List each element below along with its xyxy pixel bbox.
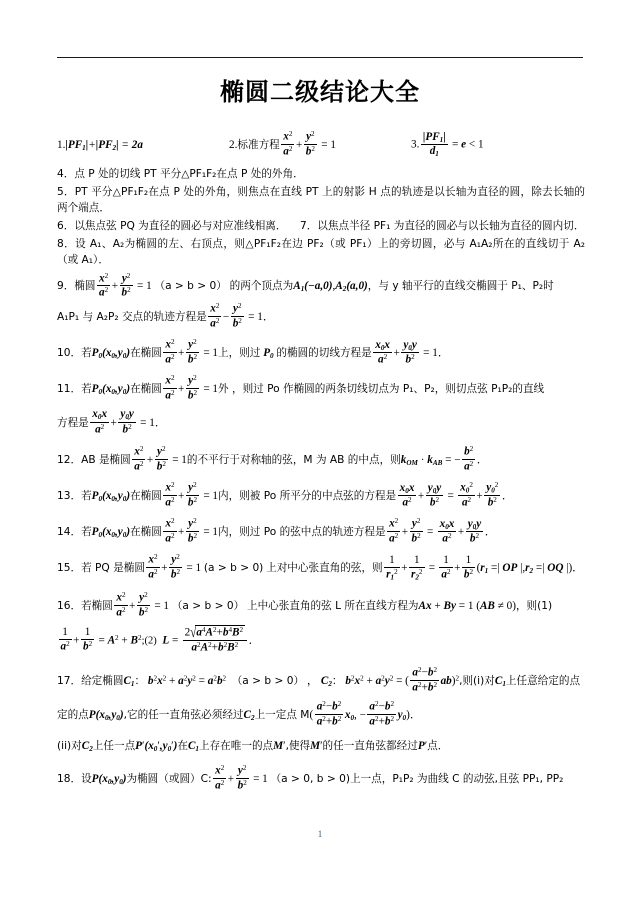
item-2-number: 2. <box>229 139 238 152</box>
item-6: 6．以焦点弦 PQ 为直径的圆必与对应准线相离． <box>57 220 287 233</box>
item-17-cont: 定的点$P(x_0,y_0)$,它的任一直角弦必须经过$C_2$上一定点 M( $\frac{a^2-b^2}{a^2+b^2}$ $x_0$, − $\frac{a^2-b^2}{a^2+b^2}$ $y_0$)． <box>57 699 422 728</box>
item-7: 7．以焦点半径 PF₁ 为直径的圆必与以长轴为直径的圆内切． <box>299 220 585 233</box>
item-12: 12．AB 是椭圆 $\frac{x^2}{a^2}$ + $\frac{y^2}{b^2}$ = 1的不平行于对称轴的弦，M 为 AB 的中点，则$k_{OM} \cdot k_{AB}$ = − $\frac{b^2}{a^2}$ ． <box>57 445 488 474</box>
item-11-number: 11． <box>57 383 82 396</box>
header-rule <box>57 57 583 58</box>
item-8: 8．设 A₁、A₂为椭圆的左、右顶点，则△PF₁F₂在边 PF₂（或 PF₁）上的旁切圆，必与 A₁A₂所在的直线切于 A₂（或 A₁）． <box>57 238 585 267</box>
item-13-number: 13． <box>57 490 82 503</box>
item-10: 10．若$P_0(x_0,y_0)$在椭圆 $\frac{x^2}{a^2}$ + $\frac{y^2}{b^2}$ = 1上，则过 $P_0$ 的椭圆的切线方程是 $\frac{x_0x}{a^2}$ + $\frac{y_0y}{b^2}$ = 1． <box>57 338 450 366</box>
item-13: 13．若$P_0(x_0,y_0)$在椭圆 $\frac{x^2}{a^2}$ + $\frac{y^2}{b^2}$ = 1内，则被 Po 所平分的中点弦的方程是 $\frac{x_0x}{a^2}$ + $\frac{y_0y}{b^2}$ = $\frac{x_0^2}{a^2}$ + $\frac{y_0^2}{b^2}$ ． <box>57 481 514 510</box>
item-17-part-ii: (ii)对$C_2$上任一点$P'(x_0',y_0')$在$C_1$上存在唯一的点M′,使得M′的任一直角弦都经过P′点． <box>57 739 449 753</box>
item-12-number: 12． <box>57 454 82 467</box>
item-17: 17．给定椭圆$C_1$： $b^2x^2 + a^2y^2 = a^2b^2$ （a > b > 0） ， $C_2$： $b^2x^2 + a^2y^2$ = ( $\frac{a^2-b^2}{a^2+b^2}$ ab)$^2$,则(i)对$C_1$上任意给定的点 <box>57 665 581 694</box>
page-number: 1 <box>317 829 323 839</box>
item-2-frac-y: $\frac{y^2}{b^2}$ <box>305 130 315 158</box>
item-4: 4．点 P 处的切线 PT 平分△PF₁F₂在点 P 处的外角． <box>57 167 304 180</box>
item-14-number: 14． <box>57 526 82 539</box>
item-15: 15．若 PQ 是椭圆 $\frac{x^2}{a^2}$ + $\frac{y^2}{b^2}$ = 1 (a > b > 0) 上对中心张直角的弦，则 $\frac{1}{r_1^2}$ + $\frac{1}{r_2^2}$ = $\frac{1}{a^2}$ + $\frac{1}{b^2}$ ($r_1$ =| OP $|,r_2$ =| OQ |)． <box>57 553 584 582</box>
page-title: 椭圆二级结论大全 <box>220 78 420 106</box>
item-9-number: 9． <box>57 280 75 293</box>
item-11: 11．若$P_0(x_0,y_0)$在椭圆 $\frac{x^2}{a^2}$ + $\frac{y^2}{b^2}$ = 1外 ，则过 Po 作椭圆的两条切线切点为 P₁、P₂，则切点弦 P₁P₂的直线 <box>57 374 545 402</box>
item-6-7 <box>57 218 585 234</box>
item-2-frac-x: $\frac{x^2}{a^2}$ <box>283 130 293 158</box>
item-14: 14．若$P_0(x_0,y_0)$在椭圆 $\frac{x^2}{a^2}$ + $\frac{y^2}{b^2}$ = 1内，则过 Po 的弦中点的轨迹方程是 $\frac{x^2}{a^2}$ + $\frac{y^2}{b^2}$ = $\frac{x_0x}{a^2}$ + $\frac{y_0y}{b^2}$ ． <box>57 517 496 546</box>
item-1: $1.|PF_1|+|PF_2| = 2a$ <box>57 138 143 152</box>
item-16-cont: $\frac{1}{a^2}$ + $\frac{1}{b^2}$ = $A^2$ + $B^2;(2) L$ = $\frac{2√a^4A^2+b^4B^2}{a^2A^2+b^2B^2}$ ． <box>60 625 260 654</box>
item-17-number: 17． <box>57 674 82 687</box>
item-11-cont: 方程是 $\frac{x_0x}{a^2}$ + $\frac{y_0y}{b^2}$ = 1． <box>57 408 167 436</box>
item-18: 18．设$P(x_0,y_0)$为椭圆（或圆）C: $\frac{x^2}{a^2}$ + $\frac{y^2}{b^2}$ = 1 （a > 0, b > 0)上一点，P₁P₂ 为曲线 C 的动弦,且弦 PP₁, PP₂ <box>57 763 564 792</box>
item-2: 2.标准方程 $\frac{x^2}{a^2}$ + $\frac{y^2}{b^2}$ = 1 <box>229 130 336 158</box>
document-body <box>57 131 585 795</box>
item-15-number: 15． <box>57 562 82 575</box>
item-3-number: 3. <box>411 139 420 152</box>
item-16-number: 16． <box>57 600 82 613</box>
item-16: 16．若椭圆 $\frac{x^2}{a^2}$ + $\frac{y^2}{b^2}$ = 1 （a > b > 0） 上中心张直角的弦 L 所在直线方程为Ax + By = 1 (AB ≠ 0)，则(1) <box>57 591 553 619</box>
item-5: 5．PT 平分△PF₁F₂在点 P 处的外角，则焦点在直线 PT 上的射影 H 点的轨迹是以长轴为直径的圆，除去长轴的两个端点． <box>57 185 585 215</box>
item-18-number: 18． <box>57 772 82 785</box>
item-9-cont: A₁P₁ 与 A₂P₂ 交点的轨迹方程是 $\frac{x^2}{a^2}$ − $\frac{y^2}{b^2}$ = 1． <box>57 302 275 331</box>
item-2-label: 标准方程 <box>237 139 280 152</box>
item-3-frac: $\frac{|PF_1|}{d_1}$ <box>422 130 446 159</box>
item-10-number: 10． <box>57 347 82 360</box>
item-1-number: 1. <box>57 138 66 151</box>
item-3: 3. $\frac{|PF_1|}{d_1}$ = e < 1 <box>411 130 484 159</box>
item-9: 9．椭圆 $\frac{x^2}{a^2}$ + $\frac{y^2}{b^2}$ = 1 （a > b > 0） 的两个顶点为$A_1(-a,0),A_2(a,0)$，与 y 轴平行的直线交椭圆于 P₁、P₂时 <box>57 271 554 300</box>
item-row-1-2-3 <box>57 131 585 160</box>
